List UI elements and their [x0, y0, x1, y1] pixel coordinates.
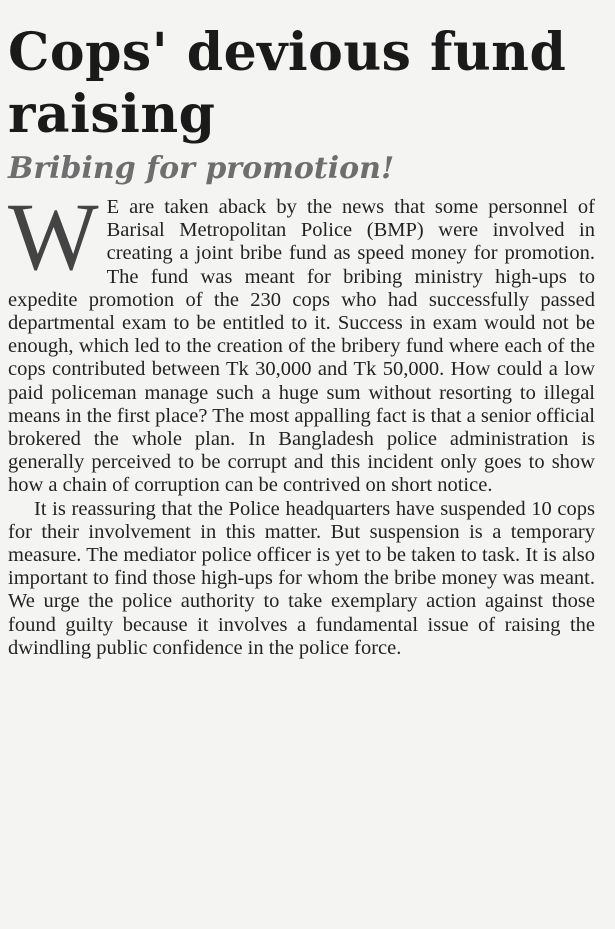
article-subheadline: Bribing for promotion!	[8, 151, 395, 186]
article-body	[8, 183, 595, 660]
paragraph-1-text: E are taken aback by the news that some personnel of Barisal Metropolitan Police (BMP) were involved in creating a joint bribe fund as speed money for promotion. The fund was meant for bribing ministry high-ups to expedite promotion of the 230 cops who had successfully passed departmental exam to be entitled to it. Success in exam would not be enough, which led to the creation of the bribery fund where each of the cops contributed between Tk 30,000 and Tk 50,000. How could a low paid policeman manage such a huge sum without resorting to illegal means in the first place? The most appalling fact is that a senior official brokered the whole plan. In Bangladesh police administration is generally perceived to be corrupt and this incident only goes to show how a chain of corruption can be contrived on short notice.	[8, 196, 595, 497]
article-paragraph-2: It is reassuring that the Police headquarters have suspended 10 cops for their involvement in this matter. But suspension is a temporary measure. The mediator police officer is yet to be taken to task. It is also important to find those high-ups for whom the bribe money was meant. We urge the police authority to take exemplary action against those found guilty because it involves a fundamental issue of raising the dwindling public confidence in the police force.	[8, 497, 595, 659]
drop-cap: W	[8, 183, 99, 290]
article-headline: Cops' devious fund raising	[8, 22, 567, 145]
article-paragraph-1	[8, 183, 595, 498]
